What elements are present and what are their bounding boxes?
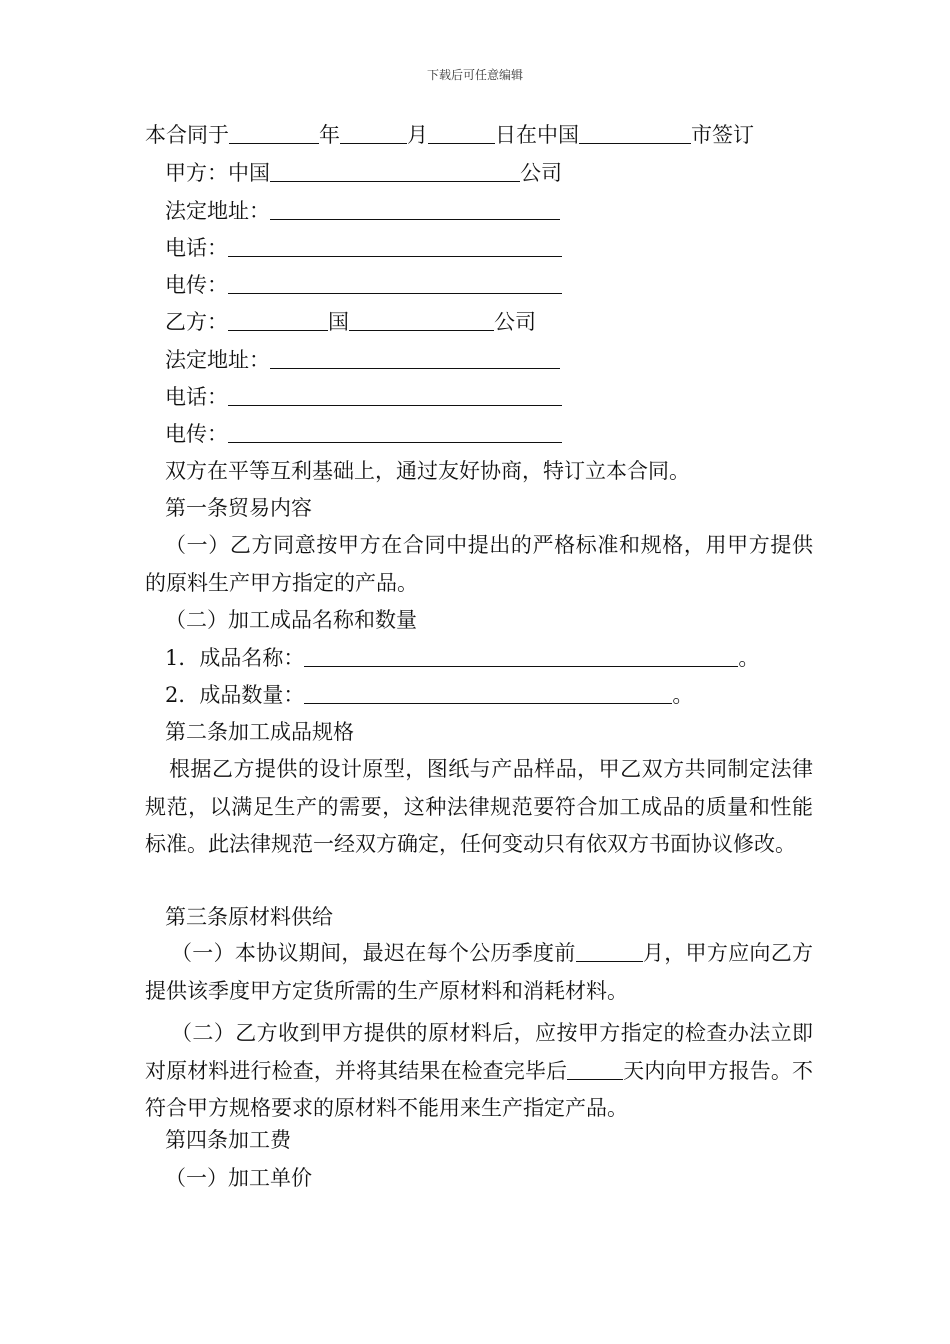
article-1-paragraph-1: （一）乙方同意按甲方在合同中提出的严格标准和规格，用甲方提供的原料生产甲方指定的产品。 bbox=[145, 533, 813, 595]
party-a-line bbox=[165, 159, 835, 186]
product-quantity-blank[interactable] bbox=[304, 681, 672, 704]
address-label: 法定地址： bbox=[165, 348, 270, 372]
party-b-country-blank[interactable] bbox=[228, 308, 328, 331]
party-a-phone-blank[interactable] bbox=[228, 234, 562, 257]
city-blank[interactable] bbox=[579, 121, 691, 144]
article-2-paragraph-1: 根据乙方提供的设计原型，图纸与产品样品，甲乙双方共同制定法律规范，以满足生产的需要，这种法律规范要符合加工成品的质量和性能标准。此法律规范一经双方确定，任何变动只有依双方书面协议修改。 bbox=[145, 757, 813, 856]
party-b-name-blank[interactable] bbox=[349, 308, 494, 331]
period: 。 bbox=[738, 646, 760, 670]
party-b-line bbox=[165, 308, 835, 335]
article-3-paragraph-1 bbox=[145, 935, 813, 1010]
intro-text: 月 bbox=[407, 123, 428, 147]
party-a-name-blank[interactable] bbox=[270, 159, 520, 182]
period: 。 bbox=[672, 683, 694, 707]
clause-text: （一）本协议期间，最迟在每个公历季度前 bbox=[171, 941, 576, 965]
month-blank[interactable] bbox=[340, 121, 407, 144]
party-b-address-blank[interactable] bbox=[270, 346, 560, 369]
months-before-blank[interactable] bbox=[576, 939, 643, 962]
party-a-address-blank[interactable] bbox=[270, 197, 560, 220]
product-name-line bbox=[165, 644, 835, 671]
article-1-paragraph-2: （二）加工成品名称和数量 bbox=[165, 608, 417, 632]
article-3-paragraph-2 bbox=[145, 1015, 813, 1128]
party-b-fax-line bbox=[165, 420, 835, 447]
party-b-country: 国 bbox=[328, 310, 349, 334]
intro-text: 年 bbox=[319, 123, 340, 147]
party-b-address-line bbox=[165, 346, 835, 373]
product-quantity-label: 2．成品数量： bbox=[165, 683, 305, 707]
fax-label: 电传： bbox=[165, 422, 228, 446]
clause-text: （二）乙方收到甲方提供的原材料后，应按甲方指定的检查办法立即对原材料进行检查，并将其结果在检查完毕后 bbox=[145, 1021, 813, 1083]
party-b-label: 乙方： bbox=[165, 310, 228, 334]
phone-label: 电话： bbox=[165, 385, 228, 409]
party-b-fax-blank[interactable] bbox=[228, 420, 562, 443]
product-name-label: 1．成品名称： bbox=[165, 646, 305, 670]
product-name-blank[interactable] bbox=[304, 644, 738, 667]
article-4-title: 第四条加工费 bbox=[165, 1128, 291, 1152]
party-a-fax-blank[interactable] bbox=[228, 271, 562, 294]
product-quantity-line bbox=[165, 681, 835, 708]
intro-text: 市签订 bbox=[691, 123, 754, 147]
intro-text: 本合同于 bbox=[145, 123, 229, 147]
party-b-suffix: 公司 bbox=[494, 310, 536, 334]
clause-text: 天内向甲方报告。不符合甲方规格要求的原材料不能用来生产指定产品。 bbox=[145, 1058, 814, 1120]
party-a-suffix: 公司 bbox=[520, 161, 562, 185]
party-a-label: 甲方：中国 bbox=[165, 161, 270, 185]
article-3-title: 第三条原材料供给 bbox=[165, 905, 333, 929]
year-blank[interactable] bbox=[229, 121, 319, 144]
article-2-title: 第二条加工成品规格 bbox=[165, 720, 354, 744]
address-label: 法定地址： bbox=[165, 199, 270, 223]
contract-date-line bbox=[145, 121, 815, 148]
party-a-address-line bbox=[165, 197, 835, 224]
report-days-blank[interactable] bbox=[567, 1057, 623, 1080]
article-4-paragraph-1: （一）加工单价 bbox=[165, 1166, 312, 1190]
article-1-title: 第一条贸易内容 bbox=[165, 496, 312, 520]
preamble: 双方在平等互利基础上，通过友好协商，特订立本合同。 bbox=[165, 459, 690, 483]
day-blank[interactable] bbox=[428, 121, 495, 144]
clause-text: 月，甲方应向乙方提供该季度甲方定货所需的生产原材料和消耗材料。 bbox=[145, 941, 814, 1003]
party-a-fax-line bbox=[165, 271, 835, 298]
page-header: 下载后可任意编辑 bbox=[426, 68, 523, 82]
fax-label: 电传： bbox=[165, 273, 228, 297]
phone-label: 电话： bbox=[165, 236, 228, 260]
party-b-phone-line bbox=[165, 383, 835, 410]
intro-text: 日在中国 bbox=[495, 123, 579, 147]
party-a-phone-line bbox=[165, 234, 835, 261]
party-b-phone-blank[interactable] bbox=[228, 383, 562, 406]
